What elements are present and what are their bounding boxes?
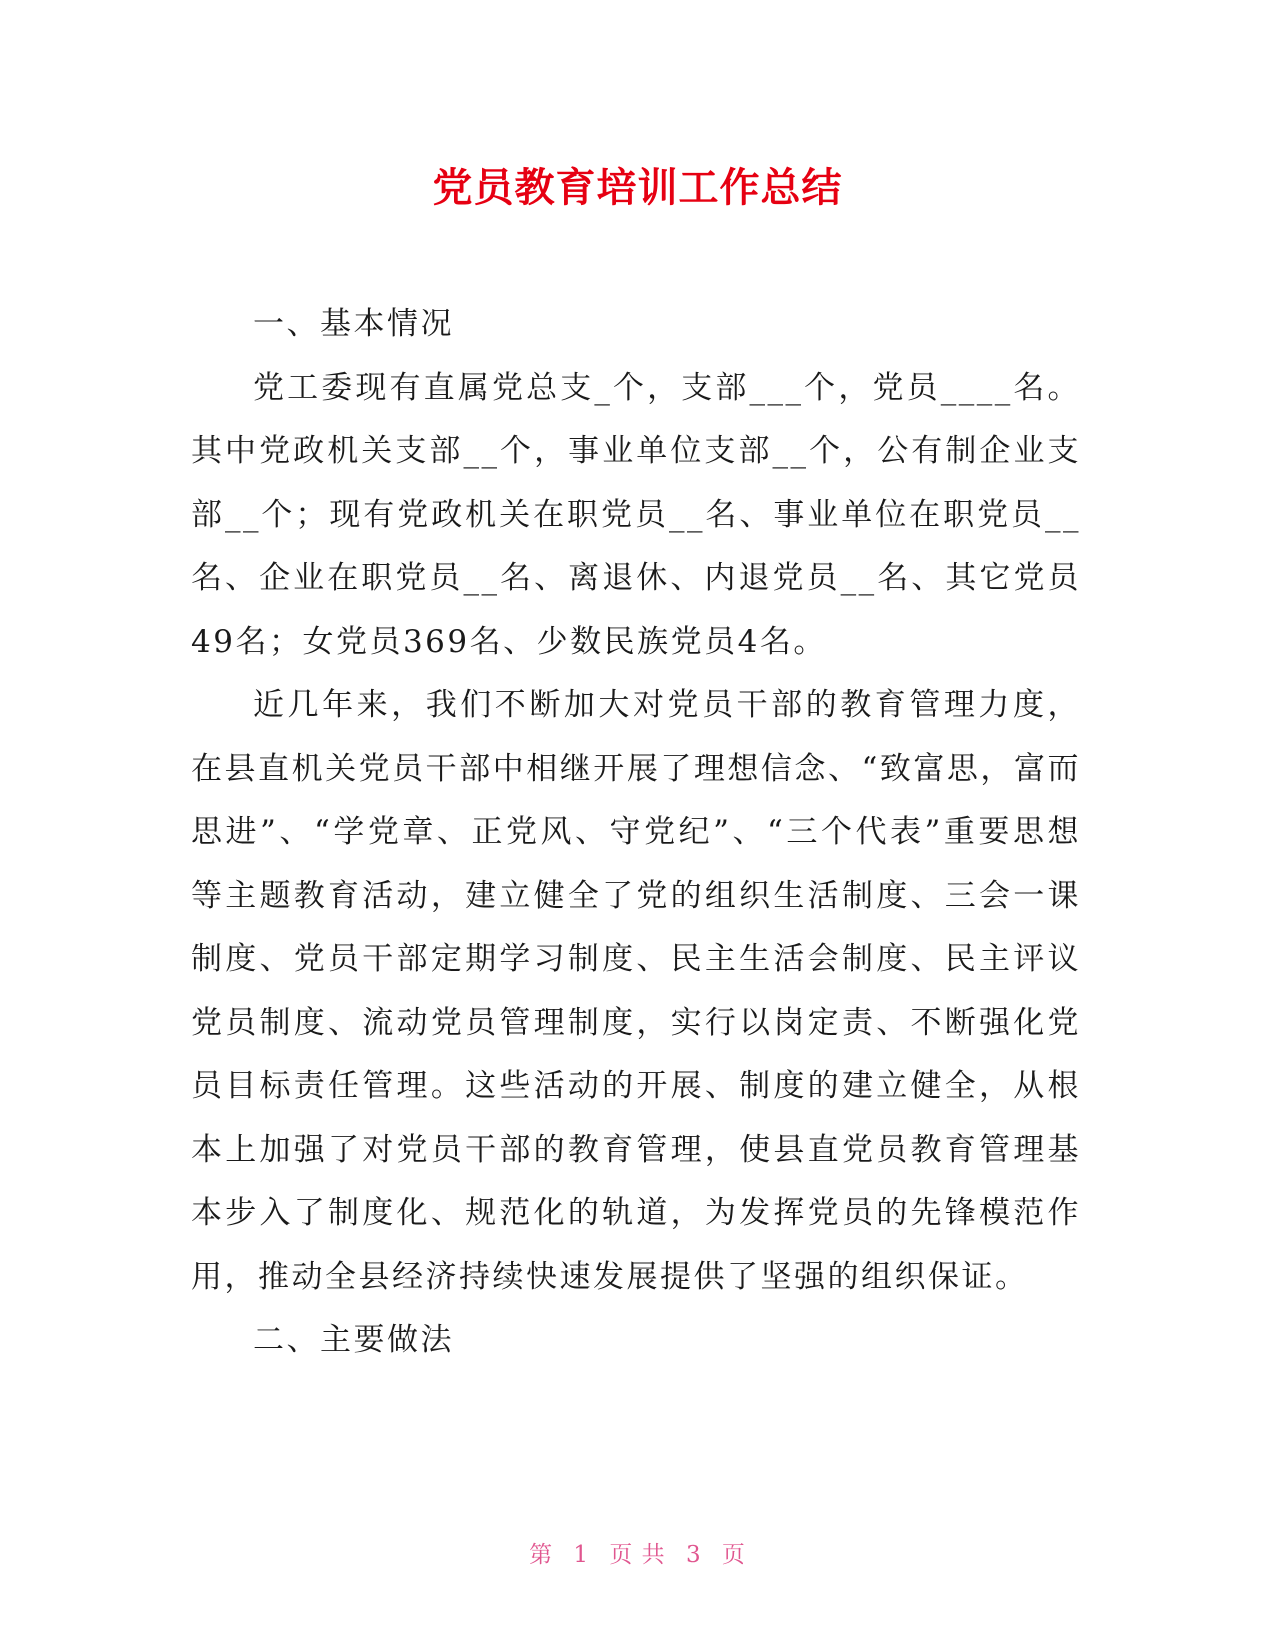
footer-prefix: 第	[529, 1542, 554, 1568]
paragraph-recent-years: 近几年来，我们不断加大对党员干部的教育管理力度，在县直机关党员干部中相继开展了理想信念、“致富思，富而思进”、“学党章、正党风、守党纪”、“三个代表”重要思想等主题教育活动，建立健全了党的组织生活制度、三会一课制度、党员干部定期学习制度、民主生活会制度、民主评议党员制度、流动党员管理制度，实行以岗定责、不断强化党员目标责任管理。这些活动的开展、制度的建立健全，从根本上加强了对党员干部的教育管理，使县直党员教育管理基本步入了制度化、规范化的轨道，为发挥党员的先锋模范作用，推动全县经济持续快速发展提供了坚强的组织保证。	[191, 687, 1081, 1295]
page-footer	[0, 1540, 1275, 1570]
paragraph-statistics: 党工委现有直属党总支_个，支部___个，党员____名。其中党政机关支部__个，事业单位支部__个，公有制企业支部__个；现有党政机关在职党员__名、事业单位在职党员__名、企业在职党员__名、离退休、内退党员__名、其它党员49名；女党员369名、少数民族党员4名。	[191, 369, 1081, 660]
section-heading-practices: 二、主要做法	[253, 1322, 454, 1358]
section-heading-basic: 一、基本情况	[253, 306, 454, 342]
footer-suffix: 页	[721, 1542, 746, 1568]
footer-page-number: 1	[573, 1542, 590, 1568]
footer-total-pages: 3	[685, 1542, 702, 1568]
document-body	[191, 293, 1081, 1373]
footer-middle: 页 共	[609, 1542, 666, 1568]
document-title: 党员教育培训工作总结	[432, 165, 843, 211]
